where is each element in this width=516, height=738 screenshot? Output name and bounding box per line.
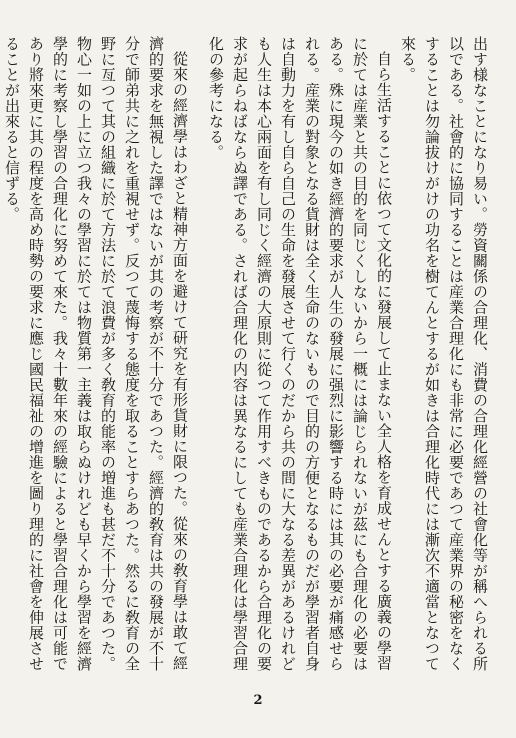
paragraph-2: 自ら生活することに依つて文化的に發展して止まない全人格を育成せんとする廣義の學習に於ては産業と共の目的を同じくしないから一概には論じられないが茲にも合理化の必要はある。殊に現今の如き經濟的要求が人生の發展に强烈に影響する時には其の必要が痛感せられる。産業の對象となる貨財は全く生命のないもので目的の方便となるものだが學習者自身は自動力を有し自ら自己の生命を發展させて行くのだから共の間に大なる差異があるけれども人生は本心兩面を有し同じく經濟の大原則に從つて作用すべきものであるから合理化の要求が起らねばならぬ譯である。されば合理化の内容は異なるにしても産業合理化は學習合理化の參考になる。 xyxy=(207,36,393,672)
paragraph-1: 出す様なことになり易い。勞資關係の合理化、消費の合理化經營の社會化等が稱へられる所以である。社會的に協同することは産業合理化にも非常に必要であつて産業界の秘密をなくすることは勿論拔けがけの功名を樹てんとするが如きは合理化時代には漸次不適當となつて來る。 xyxy=(399,36,489,672)
paragraph-3: 從來の經濟學はわざと精神方面を避けて研究を有形貨財に限つた。從來の敎育學は敢て經濟的要求を無視した譯ではないが其の考察が不十分であつた。經濟的敎育は共の發展が不十分で師弟共に之れを重視せず。反つて蔑悔する態度を取ることすらあつた。然るに敎育の全野に亙つて其の組織に於て方法に於て浪費が多く敎育的能率の増進も甚だ不十分であつた。物心一如の上に立つ我々の學習に於ては物質第一主義は取らぬけれども早くから學習を經濟學的に考察し學習の合理化に努めて來た。我々十數年來の經驗によると學習合理化は可能であり將來更に其の程度を高め時勢の要求に應じ國民福祉の增進を圖り理的に社會を伸展させることが出來ると信ずる。 xyxy=(3,36,189,672)
body-text xyxy=(3,36,492,682)
page-number: 2 xyxy=(253,693,263,708)
